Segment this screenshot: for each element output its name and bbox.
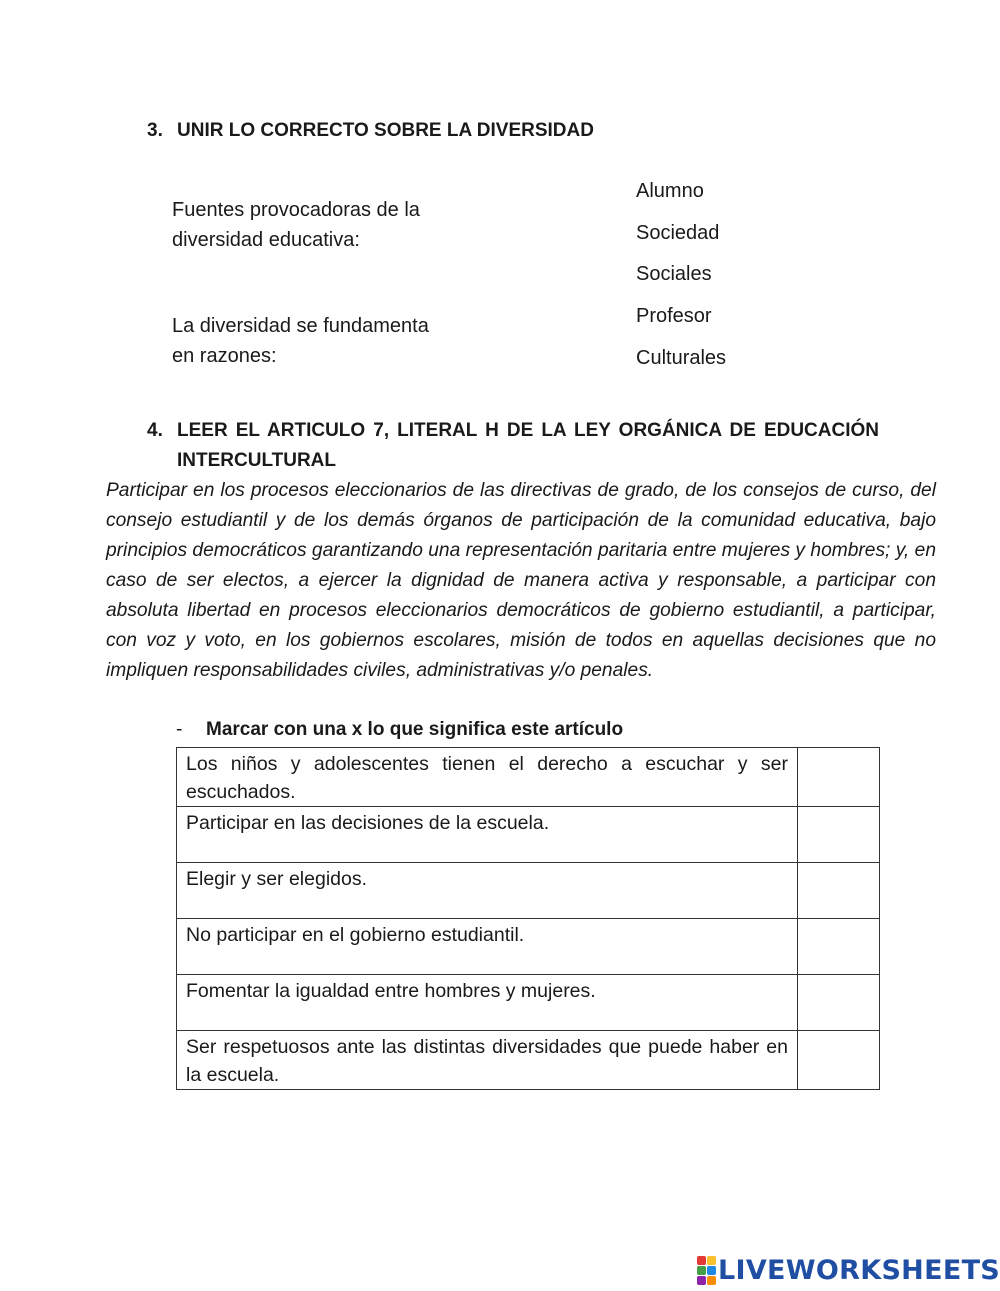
match-option-culturales[interactable]: Culturales — [636, 347, 727, 369]
mark-box[interactable] — [798, 807, 880, 863]
statement-text: Los niños y adolescentes tienen el derecho a escuchar y ser escuchados. — [177, 748, 798, 807]
liveworksheets-logo — [697, 1253, 1000, 1287]
mark-box[interactable] — [798, 863, 880, 919]
mark-box[interactable] — [798, 919, 880, 975]
liveworksheets-logo-icon — [697, 1256, 716, 1285]
section-4-title-line2: INTERCULTURAL — [177, 450, 337, 471]
logo-square-icon — [707, 1266, 716, 1275]
statement-text: No participar en el gobierno estudiantil. — [177, 919, 798, 975]
section-4-number: 4. — [147, 420, 163, 441]
section-3-title: UNIR LO CORRECTO SOBRE LA DIVERSIDAD — [177, 120, 594, 141]
match-left-item-2 — [172, 311, 429, 371]
instruction-dash: - — [176, 719, 183, 740]
logo-text: LIVEWORKSHEETS — [718, 1254, 1000, 1286]
statements-table — [176, 747, 880, 1090]
match-left-item-1-line2: diversidad educativa: — [172, 229, 360, 251]
match-option-profesor[interactable]: Profesor — [636, 305, 712, 327]
instruction-text: Marcar con una x lo que significa este artículo — [206, 719, 624, 740]
logo-square-icon — [697, 1276, 706, 1285]
statement-text: Participar en las decisiones de la escuela. — [177, 807, 798, 863]
table-row — [177, 1031, 880, 1090]
mark-box[interactable] — [798, 975, 880, 1031]
statement-text: Elegir y ser elegidos. — [177, 863, 798, 919]
logo-square-icon — [697, 1256, 706, 1265]
table-row — [177, 863, 880, 919]
article-text: Participar en los procesos eleccionarios de las directivas de grado, de los consejos de curso, del consejo estudiantil y de los demás órganos de participación de la comunidad educativa, bajo principios democráticos garantizando una representación paritaria entre mujeres y hombres; y, en caso de ser electos, a ejercer la dignidad de manera activa y responsable, a participar con absoluta libertad en procesos eleccionarios democráticos de gobierno estudiantil, a participar, con voz y voto, en los gobiernos escolares, misión de todos en aquellas decisiones que no impliquen responsabilidades civiles, administrativas y/o penales. — [106, 480, 936, 681]
match-left-item-1-line1: Fuentes provocadoras de la — [172, 199, 420, 221]
statement-text: Fomentar la igualdad entre hombres y mujeres. — [177, 975, 798, 1031]
table-row — [177, 975, 880, 1031]
match-option-sociales[interactable]: Sociales — [636, 263, 712, 285]
match-left-item-2-line1: La diversidad se fundamenta — [172, 315, 429, 337]
statement-text: Ser respetuosos ante las distintas diversidades que puede haber en la escuela. — [177, 1031, 798, 1090]
mark-box[interactable] — [798, 1031, 880, 1090]
match-left-item-2-line2: en razones: — [172, 345, 277, 367]
mark-box[interactable] — [798, 748, 880, 807]
logo-square-icon — [707, 1256, 716, 1265]
match-option-alumno[interactable]: Alumno — [636, 180, 704, 202]
logo-square-icon — [697, 1266, 706, 1275]
table-row — [177, 807, 880, 863]
section-4-title-line1: LEER EL ARTICULO 7, LITERAL H DE LA LEY ORGÁNICA DE EDUCACIÓN — [177, 420, 879, 441]
match-option-sociedad[interactable]: Sociedad — [636, 222, 720, 244]
table-row — [177, 919, 880, 975]
section-3-number: 3. — [147, 120, 163, 141]
match-left-item-1 — [172, 195, 420, 255]
logo-square-icon — [707, 1276, 716, 1285]
table-row — [177, 748, 880, 807]
